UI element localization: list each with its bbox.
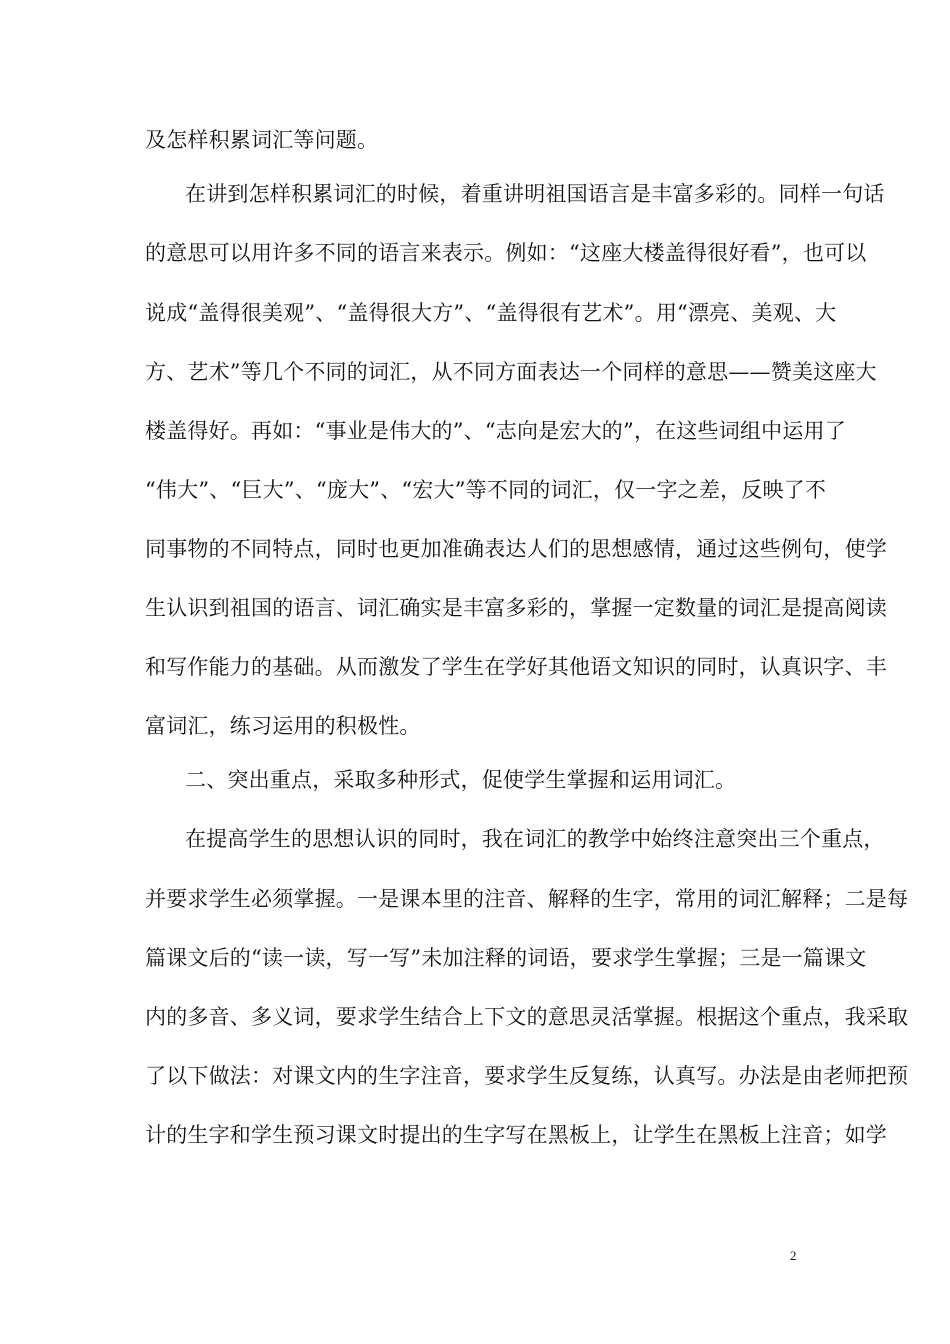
text-line: 篇课文后的“读一读，写一写”未加注释的词语，要求学生掌握；三是一篇课文: [145, 946, 867, 970]
text-line: “伟大”、“巨大”、“庞大”、“宏大”等不同的词汇，仅一字之差，反映了不: [145, 478, 827, 502]
text-line: 生认识到祖国的语言、词汇确实是丰富多彩的，掌握一定数量的词汇是提高阅读: [145, 596, 887, 620]
text-line: 内的多音、多义词，要求学生结合上下文的意思灵活掌握。根据这个重点，我采取: [145, 1005, 909, 1029]
text-line: 和写作能力的基础。从而激发了学生在学好其他语文知识的同时，认真识字、丰: [145, 655, 887, 679]
text-line: 说成“盖得很美观”、“盖得很大方”、“盖得很有艺术”。用“漂亮、美观、大: [145, 301, 837, 325]
text-line: 富词汇，练习运用的积极性。: [145, 714, 421, 738]
text-line: 了以下做法：对课文内的生字注音，要求学生反复练，认真写。办法是由老师把预: [145, 1064, 909, 1088]
section-heading: 二、突出重点，采取多种形式，促使学生掌握和运用词汇。: [185, 768, 737, 792]
text-line: 计的生字和学生预习课文时提出的生字写在黑板上，让学生在黑板上注音；如学: [145, 1123, 887, 1147]
page-number: 2: [790, 1248, 797, 1263]
text-line: 及怎样积累词汇等问题。: [145, 128, 379, 152]
paragraph-line: 在讲到怎样积累词汇的时候，着重讲明祖国语言是丰富多彩的。同样一句话: [185, 182, 885, 206]
text-line: 的意思可以用许多不同的语言来表示。例如：“这座大楼盖得很好看”，也可以: [145, 241, 867, 265]
paragraph-line: 在提高学生的思想认识的同时，我在词汇的教学中始终注意突出三个重点，: [185, 827, 885, 851]
text-line: 楼盖得好。再如：“事业是伟大的”、“志向是宏大的”，在这些词组中运用了: [145, 419, 846, 443]
text-line: 方、艺术”等几个不同的词汇，从不同方面表达一个同样的意思——赞美这座大: [145, 360, 877, 384]
text-line: 并要求学生必须掌握。一是课本里的注音、解释的生字，常用的词汇解释；二是每: [145, 887, 909, 911]
text-line: 同事物的不同特点，同时也更加准确表达人们的思想感情，通过这些例句，使学: [145, 537, 887, 561]
